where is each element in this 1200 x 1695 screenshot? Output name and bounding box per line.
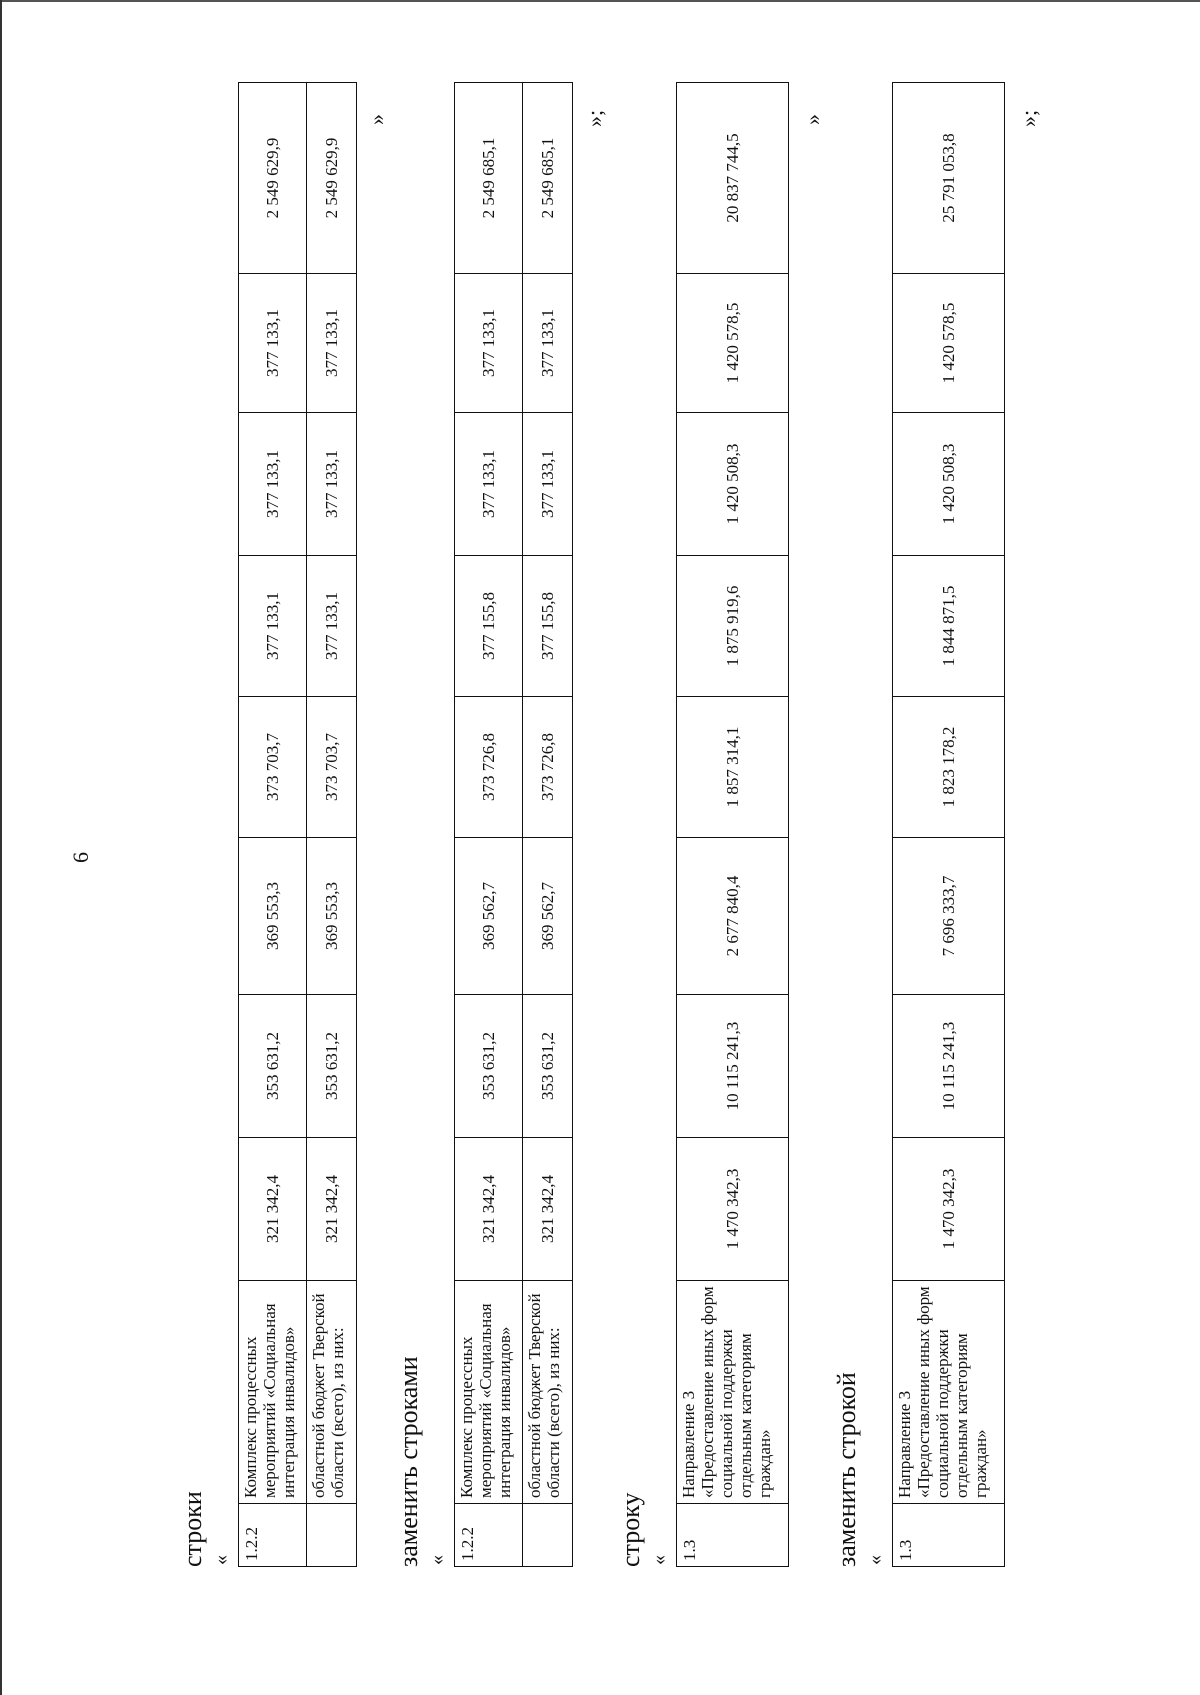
value-cell: 2 549 685,1 xyxy=(455,83,523,274)
value-cell: 2 549 629,9 xyxy=(239,83,307,274)
row-name: областной бюджет Тверской области (всего), из них: xyxy=(523,1281,573,1504)
value-cell: 369 553,3 xyxy=(307,838,357,995)
close-quote-1: » xyxy=(364,114,389,125)
value-cell: 377 133,1 xyxy=(523,413,573,556)
close-quote-3: » xyxy=(800,114,825,125)
value-cell: 377 133,1 xyxy=(239,274,307,413)
value-cell: 20 837 744,5 xyxy=(677,83,789,274)
value-cell: 1 823 178,2 xyxy=(893,697,1005,838)
row-name: Комплекс процессных мероприятий «Социальная интеграция инвалидов» xyxy=(239,1281,307,1504)
value-cell: 10 115 241,3 xyxy=(677,995,789,1138)
table-row xyxy=(239,83,307,1567)
value-cell: 321 342,4 xyxy=(523,1138,573,1281)
close-quote-2: »; xyxy=(582,109,607,127)
intro-text-3: строку xyxy=(616,1492,645,1567)
table-row xyxy=(455,83,523,1567)
value-cell: 377 133,1 xyxy=(239,556,307,697)
value-cell: 377 133,1 xyxy=(239,413,307,556)
value-cell: 369 562,7 xyxy=(455,838,523,995)
value-cell: 369 553,3 xyxy=(239,838,307,995)
value-cell: 373 703,7 xyxy=(239,697,307,838)
row-code: 1.2.2 xyxy=(239,1504,307,1567)
row-name: Направление 3 «Предоставление иных форм социальной поддержки отдельным категориям граждан» xyxy=(677,1281,789,1504)
value-cell: 1 875 919,6 xyxy=(677,556,789,697)
table-row xyxy=(893,83,1005,1567)
value-cell: 1 420 508,3 xyxy=(893,413,1005,556)
table-block-4 xyxy=(892,82,1005,1567)
value-cell: 25 791 053,8 xyxy=(893,83,1005,274)
open-quote-4: « xyxy=(864,1555,886,1565)
value-cell: 10 115 241,3 xyxy=(893,995,1005,1138)
value-cell: 321 342,4 xyxy=(307,1138,357,1281)
row-code xyxy=(523,1504,573,1567)
close-quote-4: »; xyxy=(1016,109,1041,127)
table-block-3 xyxy=(676,82,789,1567)
value-cell: 1 844 871,5 xyxy=(893,556,1005,697)
value-cell: 1 470 342,3 xyxy=(677,1138,789,1281)
value-cell: 373 726,8 xyxy=(523,697,573,838)
table-block-1 xyxy=(238,82,357,1567)
open-quote-2: « xyxy=(426,1555,448,1565)
value-cell: 7 696 333,7 xyxy=(893,838,1005,995)
value-cell: 1 857 314,1 xyxy=(677,697,789,838)
page-number: 6 xyxy=(68,852,93,863)
row-code: 1.3 xyxy=(893,1504,1005,1567)
value-cell: 321 342,4 xyxy=(455,1138,523,1281)
value-cell: 377 155,8 xyxy=(455,556,523,697)
value-cell: 2 549 685,1 xyxy=(523,83,573,274)
intro-text-4: заменить строкой xyxy=(832,1372,861,1567)
value-cell: 377 133,1 xyxy=(307,556,357,697)
value-cell: 373 726,8 xyxy=(455,697,523,838)
value-cell: 377 133,1 xyxy=(455,274,523,413)
open-quote-1: « xyxy=(210,1555,232,1565)
row-code xyxy=(307,1504,357,1567)
intro-text-1: строки xyxy=(178,1491,207,1567)
value-cell: 377 133,1 xyxy=(455,413,523,556)
intro-text-2: заменить строками xyxy=(394,1356,423,1567)
value-cell: 377 133,1 xyxy=(307,274,357,413)
value-cell: 1 470 342,3 xyxy=(893,1138,1005,1281)
value-cell: 377 155,8 xyxy=(523,556,573,697)
value-cell: 1 420 578,5 xyxy=(677,274,789,413)
value-cell: 353 631,2 xyxy=(523,995,573,1138)
open-quote-3: « xyxy=(648,1555,670,1565)
row-name: Направление 3 «Предоставление иных форм социальной поддержки отдельным категориям граждан» xyxy=(893,1281,1005,1504)
value-cell: 377 133,1 xyxy=(307,413,357,556)
row-name: областной бюджет Тверской области (всего), из них: xyxy=(307,1281,357,1504)
row-code: 1.3 xyxy=(677,1504,789,1567)
table-block-2 xyxy=(454,82,573,1567)
value-cell: 353 631,2 xyxy=(307,995,357,1138)
value-cell: 1 420 508,3 xyxy=(677,413,789,556)
value-cell: 377 133,1 xyxy=(523,274,573,413)
value-cell: 2 549 629,9 xyxy=(307,83,357,274)
table-row xyxy=(307,83,357,1567)
value-cell: 1 420 578,5 xyxy=(893,274,1005,413)
value-cell: 2 677 840,4 xyxy=(677,838,789,995)
table-row xyxy=(523,83,573,1567)
row-name: Комплекс процессных мероприятий «Социальная интеграция инвалидов» xyxy=(455,1281,523,1504)
value-cell: 369 562,7 xyxy=(523,838,573,995)
value-cell: 321 342,4 xyxy=(239,1138,307,1281)
value-cell: 353 631,2 xyxy=(455,995,523,1138)
value-cell: 353 631,2 xyxy=(239,995,307,1138)
table-row xyxy=(677,83,789,1567)
row-code: 1.2.2 xyxy=(455,1504,523,1567)
value-cell: 373 703,7 xyxy=(307,697,357,838)
